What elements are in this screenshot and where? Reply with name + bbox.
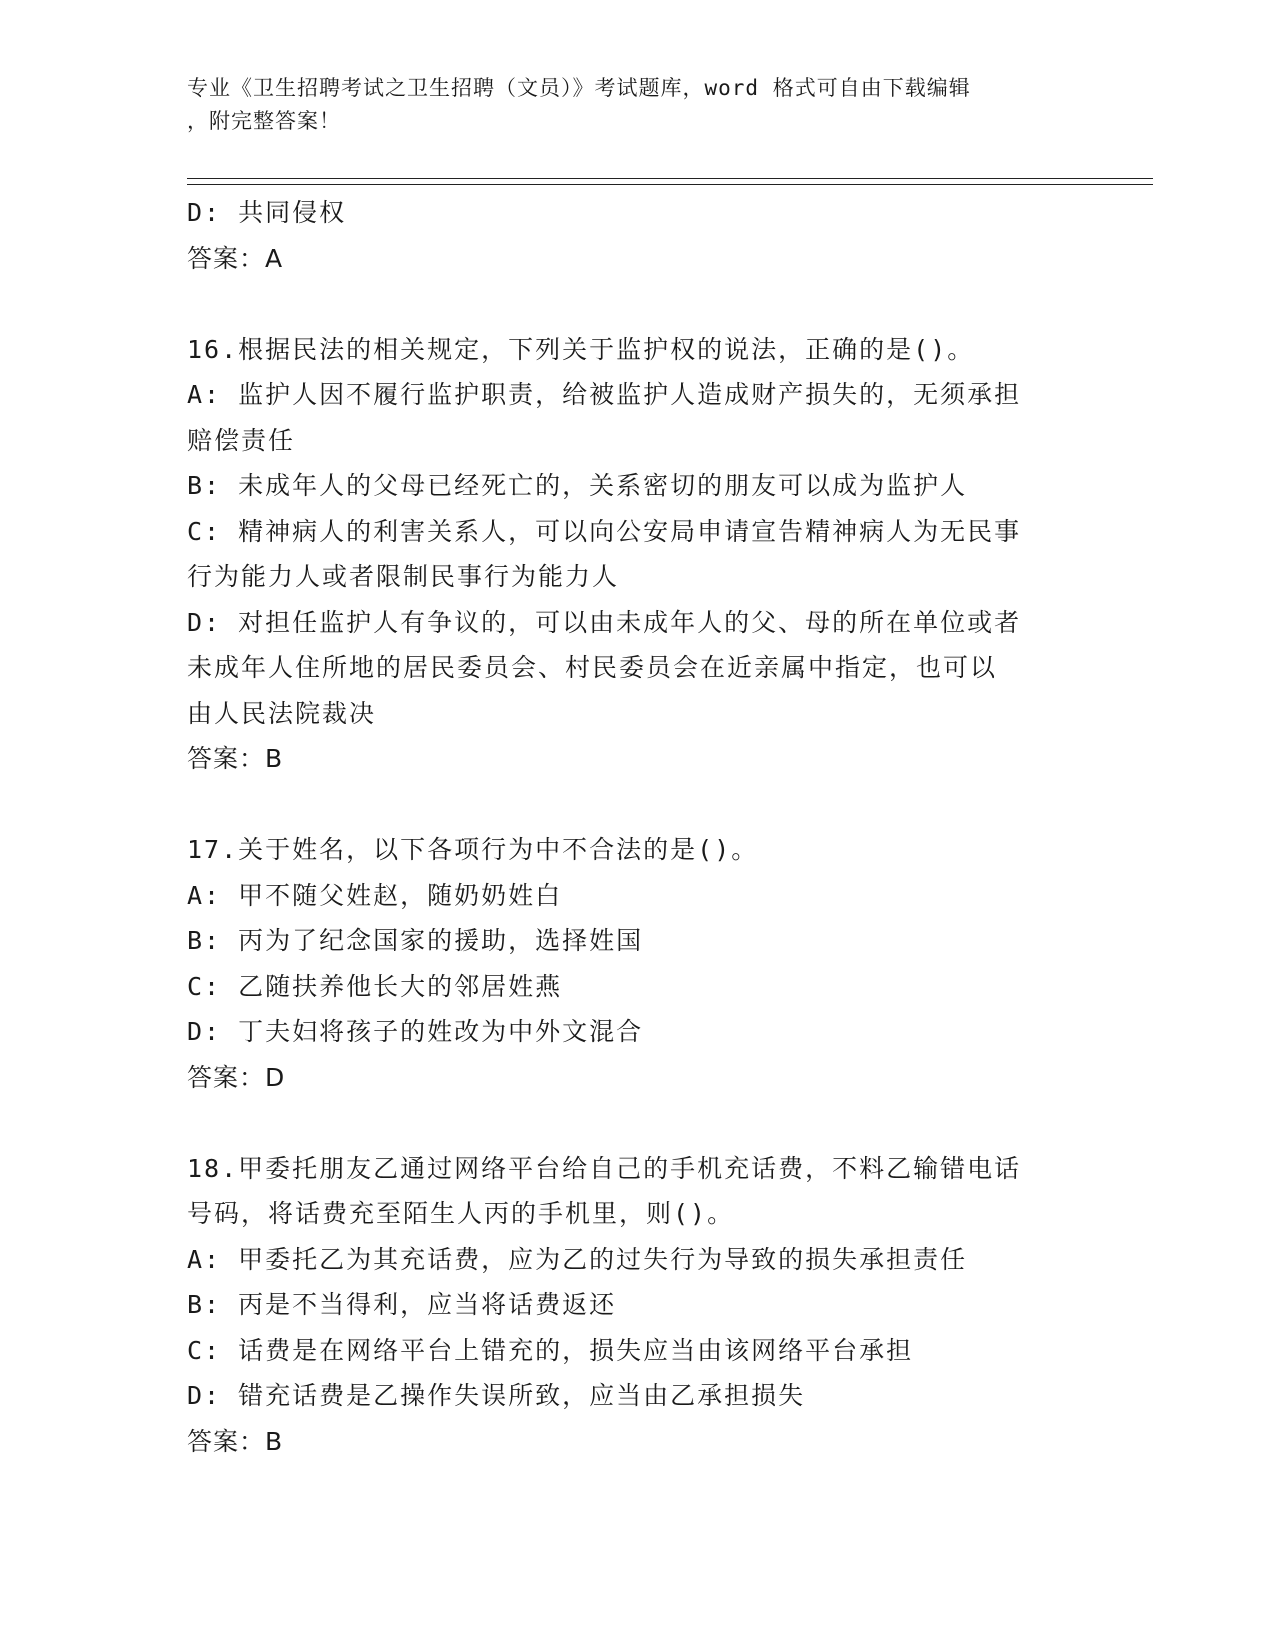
header-divider-bottom [187, 184, 1153, 185]
option-c: C: 乙随扶养他长大的邻居姓燕 [187, 971, 563, 1001]
question-stem: 16.根据民法的相关规定，下列关于监护权的说法，正确的是()。 [187, 334, 975, 364]
option-d: D: 错充话费是乙操作失误所致，应当由乙承担损失 [187, 1381, 806, 1410]
header-divider-top [187, 178, 1153, 179]
option-b: B: 丙为了纪念国家的援助，选择姓国 [187, 926, 644, 955]
option-a: A: 甲委托乙为其充话费，应为乙的过失行为导致的损失承担责任 [187, 1244, 968, 1274]
question-stem-continued: 号码，将话费充至陌生人丙的手机里，则()。 [187, 1199, 735, 1228]
question-16 [187, 327, 1087, 782]
option-a: A: 甲不随父姓赵，随奶奶姓白 [187, 880, 563, 910]
header-title-line-1: 专业《卫生招聘考试之卫生招聘（文员）》考试题库，word 格式可自由下载编辑 [187, 76, 971, 100]
question-list [187, 190, 1087, 1464]
answer-line: 答案：A [187, 243, 284, 273]
question-15-tail [187, 190, 1087, 281]
option-b: B: 丙是不当得利，应当将话费返还 [187, 1290, 617, 1319]
question-18 [187, 1146, 1087, 1465]
page-header [187, 72, 1067, 138]
option-d-continued-2: 由人民法院裁决 [187, 698, 377, 728]
option-d: D: 对担任监护人有争议的，可以由未成年人的父、母的所在单位或者 [187, 607, 1022, 637]
header-title-line-2: ，附完整答案！ [187, 109, 341, 133]
answer-line: 答案：B [187, 1426, 284, 1456]
question-17 [187, 827, 1087, 1100]
spacer [187, 281, 1087, 327]
option-a-continued: 赔偿责任 [187, 425, 296, 455]
option-d-continued: 未成年人住所地的居民委员会、村民委员会在近亲属中指定，也可以 [187, 653, 998, 682]
spacer [187, 1100, 1087, 1146]
option-c: C: 话费是在网络平台上错充的，损失应当由该网络平台承担 [187, 1335, 914, 1365]
option-c: C: 精神病人的利害关系人，可以向公安局申请宣告精神病人为无民事 [187, 516, 1022, 546]
answer-line: 答案：D [187, 1062, 286, 1092]
option-d: D: 丁夫妇将孩子的姓改为中外文混合 [187, 1017, 644, 1046]
spacer [187, 782, 1087, 828]
option-a: A: 监护人因不履行监护职责，给被监护人造成财产损失的，无须承担 [187, 380, 1022, 409]
answer-line: 答案：B [187, 744, 284, 773]
option-d: D: 共同侵权 [187, 198, 347, 227]
option-c-continued: 行为能力人或者限制民事行为能力人 [187, 562, 620, 591]
question-stem: 18.甲委托朋友乙通过网络平台给自己的手机充话费，不料乙输错电话 [187, 1153, 1022, 1183]
question-stem: 17.关于姓名，以下各项行为中不合法的是()。 [187, 835, 759, 864]
option-b: B: 未成年人的父母已经死亡的，关系密切的朋友可以成为监护人 [187, 471, 968, 500]
